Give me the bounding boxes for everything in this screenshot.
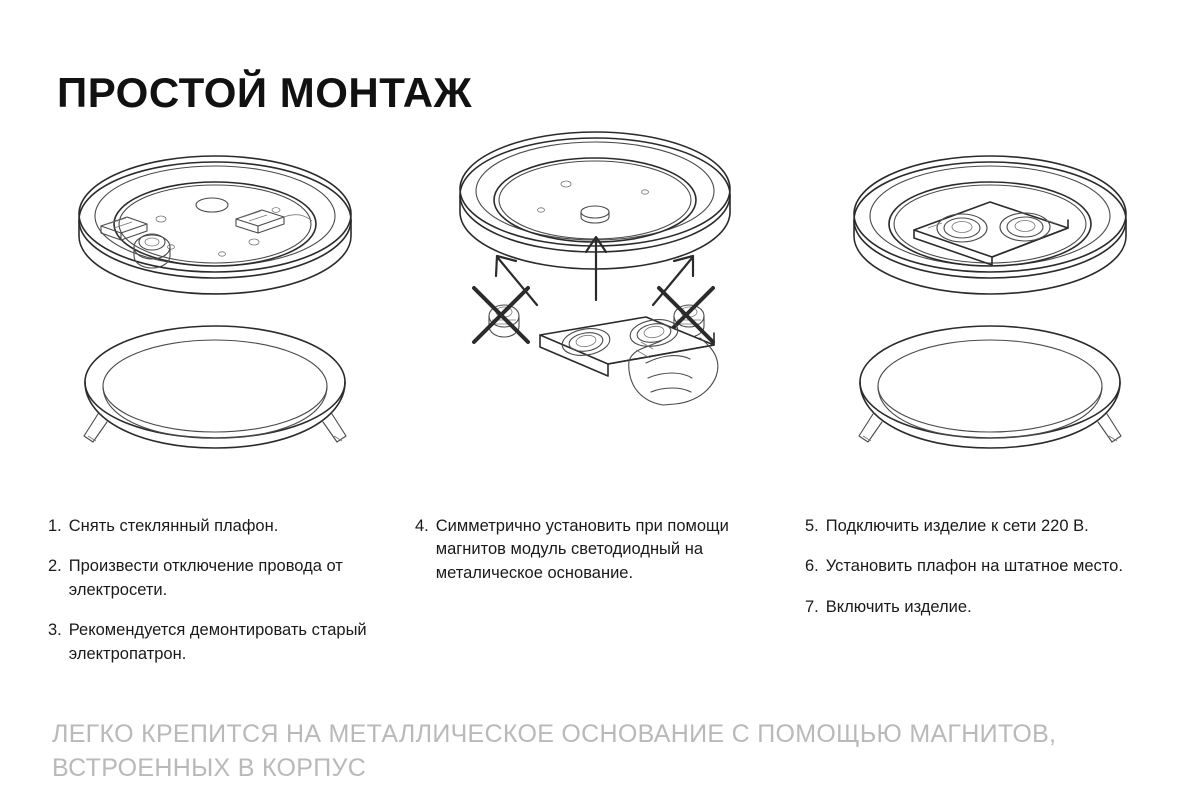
base-with-module-drawing (854, 156, 1126, 294)
step-number: 6. (805, 557, 819, 576)
glass-shade-drawing (84, 326, 346, 448)
list-item (805, 555, 1175, 578)
illustration-step-2 (400, 120, 790, 490)
step-text: Подключить изделие к сети 220 В. (825, 517, 1089, 535)
steps-column-3 (805, 515, 1175, 636)
list-item (48, 555, 388, 602)
arrow-up-right (653, 256, 693, 305)
step-text: Снять стеклянный плафон. (68, 517, 279, 535)
list-item (48, 619, 388, 666)
glass-shade-drawing-2 (859, 326, 1121, 448)
terminal-block-right (236, 210, 284, 233)
footer-tagline: ЛЕГКО КРЕПИТСЯ НА МЕТАЛЛИЧЕСКОЕ ОСНОВАНИЕ С ПОМОЩЬЮ МАГНИТОВ, ВСТРОЕННЫХ В КОРПУС (52, 720, 1057, 782)
illustration-step-1 (40, 120, 390, 490)
step-number: 1. (48, 517, 62, 535)
illustration-step-3 (810, 120, 1170, 490)
step-number: 5. (805, 517, 819, 535)
step-number: 4. (415, 517, 429, 535)
steps-column-2 (415, 515, 745, 602)
list-item (805, 596, 1175, 619)
step-text: Симметрично установить при помощи магнитов модуль светодиодный на металическое основание. (435, 517, 729, 582)
step-text: Включить изделие. (825, 597, 972, 616)
list-item (48, 515, 388, 538)
step-text: Установить плафон на штатное место. (825, 557, 1123, 576)
step-text: Рекомендуется демонтировать старый электропатрон. (68, 621, 367, 663)
ceiling-base-drawing (79, 156, 351, 294)
old-socket-left-crossed-out (474, 288, 528, 342)
led-module (540, 316, 714, 376)
step-number: 7. (805, 597, 819, 616)
steps-column-1 (48, 515, 388, 683)
page-title: ПРОСТОЙ МОНТАЖ (57, 69, 473, 117)
list-item (415, 515, 745, 585)
list-item (805, 515, 1175, 538)
step-number: 3. (48, 621, 62, 640)
step-text: Произвести отключение провода от электросети. (68, 557, 343, 599)
step-number: 2. (48, 557, 62, 576)
